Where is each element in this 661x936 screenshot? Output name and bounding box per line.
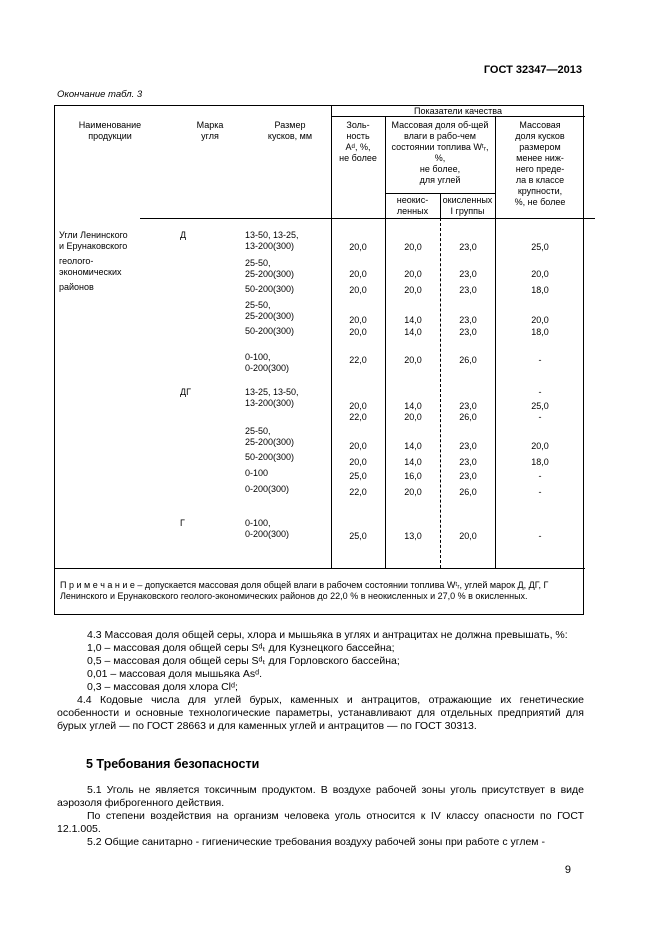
coal-mark: Д [180,230,187,240]
ash-value: 22,0 [349,487,367,497]
coal-mark: Г [180,518,185,528]
product-name: Угли Ленинского и Ерунаковского геолого- экономических районов [59,230,128,292]
limit-sulfur-kuzn: 1,0 – массовая доля общей серы Sᵈₜ для Кузнецкого бассейна; [87,642,395,654]
moisture-oxidized-value: 26,0 [459,487,477,497]
moisture-oxidized-value: 23,0 [459,315,477,325]
ash-value: 20,0 [349,401,367,411]
ash-value: 22,0 [349,355,367,365]
header-unoxidized: неокис- ленных [396,195,429,216]
lump-size-line: 13-50, 13-25, [245,230,299,240]
moisture-unoxidized-value: 20,0 [404,412,422,422]
lump-size-line: 0-200(300) [245,529,290,539]
header-size: Размер кусков, мм [267,120,313,141]
clause-5-1-b: По степени воздействия на организм человека уголь относится к IV классу опасности по ГОСТ 12.1.005. [57,810,584,835]
lump-size [245,518,289,540]
header-mark: Марка угля [196,120,224,141]
lump-size [245,284,294,295]
header-ash: Золь- ность Aᵈ, %, не более [339,120,377,163]
moisture-unoxidized-value: 20,0 [404,285,422,295]
clause-4-4: 4.4 Кодовые числа для углей бурых, каменных и антрацитов, отражающие их генетические особенности и основные технологические параметры, устанавливают для отдельных предприятий для бурых углей — по ГОСТ 28663 и для каменных углей и антрацитов — по ГОСТ 30313. [57,694,584,732]
lump-size-line: 25-200(300) [245,269,295,279]
fines-value: - [538,487,542,497]
moisture-unoxidized-value: 20,0 [404,269,422,279]
header-fines: Массовая доля кусков размером менее ниж- него преде- ла в классе крупности, %, не более [514,120,566,207]
clause-5-1: 5.1 Уголь не является токсичным продуктом. В воздухе рабочей зоны уголь присутствует в виде аэрозоля фиброгенного действия. [57,784,584,809]
moisture-unoxidized-value: 20,0 [404,242,422,252]
fines-value: - [538,387,542,397]
lump-size-line: 25-200(300) [245,311,295,321]
limit-sulfur-gorl: 0,5 – массовая доля общей серы Sᵈₜ для Горловского бассейна; [87,655,400,667]
limit-chlorine: 0,3 – массовая доля хлора Clᵈ; [87,681,238,693]
ash-value: 25,0 [349,531,367,541]
header-product: Наименование продукции [78,120,142,141]
fines-value: 25,0 [531,242,549,252]
moisture-oxidized-value: 23,0 [459,457,477,467]
ash-value: 20,0 [349,457,367,467]
fines-value: 18,0 [531,285,549,295]
lump-size-line: 13-200(300) [245,241,295,251]
moisture-unoxidized-value: 16,0 [404,471,422,481]
lump-size [245,468,268,479]
lump-size [245,326,294,337]
lump-size [245,352,289,374]
moisture-unoxidized-value: 14,0 [404,441,422,451]
ash-value: 20,0 [349,441,367,451]
lump-size [245,387,299,409]
ash-value: 20,0 [349,242,367,252]
ash-value: 20,0 [349,327,367,337]
header-quality: Показатели качества [414,106,502,116]
lump-size [245,426,294,448]
fines-value: 20,0 [531,441,549,451]
fines-value: - [538,355,542,365]
fines-value: - [538,471,542,481]
clause-4-3: 4.3 Массовая доля общей серы, хлора и мышьяка в углях и антрацитах не должна превышать, %: 1,0 – массовая доля общей серы Sᵈₜ для Кузнецкого бассейна; 0,5 – массовая доля общей серы Sᵈₜ для Горловского бассейна; 0,01 – массовая доля мышьяка Asᵈ. 0,3 – массовая доля хлора Clᵈ; 4.4 Кодовые числа для углей бурых, каменных и антрацитов, отражающие их генетические особенности и основные технологические параметры, устанавливают для отдельных предприятий для бурых углей — по ГОСТ 28663 и для каменных углей и антрацитов — по ГОСТ 30313. [57,629,584,732]
lump-size-line: 50-200(300) [245,284,295,294]
page-number: 9 [564,864,571,876]
moisture-unoxidized-value: 20,0 [404,487,422,497]
fines-value: 20,0 [531,269,549,279]
header-oxidized: окисленных I группы [442,195,493,216]
table-caption: Окончание табл. 3 [57,89,143,100]
ash-value: 22,0 [349,412,367,422]
lump-size-line: 50-200(300) [245,452,295,462]
lump-size-line: 0-200(300) [245,363,290,373]
moisture-oxidized-value: 26,0 [459,412,477,422]
coal-mark: ДГ [180,387,191,397]
lump-size-line: 25-200(300) [245,437,295,447]
lump-size [245,484,289,495]
moisture-unoxidized-value: 14,0 [404,327,422,337]
moisture-oxidized-value: 23,0 [459,242,477,252]
lump-size-line: 13-25, 13-50, [245,387,299,397]
moisture-oxidized-value: 23,0 [459,441,477,451]
lump-size [245,230,299,252]
lump-size-line: 25-50, [245,300,271,310]
fines-value: 18,0 [531,457,549,467]
lump-size-line: 0-200(300) [245,484,290,494]
limit-arsenic: 0,01 – массовая доля мышьяка Asᵈ. [87,668,263,680]
moisture-oxidized-value: 23,0 [459,327,477,337]
quality-table [54,105,584,615]
lump-size-line: 0-100, [245,518,271,528]
lump-size [245,300,294,322]
moisture-unoxidized-value: 13,0 [404,531,422,541]
table-note: П р и м е ч а н и е – допускается массовая доля общей влаги в рабочем состоянии топлива Wᵗᵣ, углей марок Д, ДГ, Г Ленинского и Ерунаковского геолого-экономических районов до 22,0 % в неокисленных и 27,0 % в окисленных. [60,580,549,601]
lump-size [245,452,294,463]
fines-value: 25,0 [531,401,549,411]
lump-size [245,258,294,280]
ash-value: 20,0 [349,285,367,295]
ash-value: 25,0 [349,471,367,481]
fines-value: 20,0 [531,315,549,325]
moisture-oxidized-value: 23,0 [459,269,477,279]
document-code: ГОСТ 32347—2013 [483,64,582,76]
fines-value: - [538,412,542,422]
moisture-unoxidized-value: 14,0 [404,401,422,411]
header-moisture: Массовая доля об-щей влаги в рабо-чем состоянии топлива Wᵗᵣ, %, не более, для углей [391,120,489,185]
fines-value: - [538,531,542,541]
fines-value: 18,0 [531,327,549,337]
lump-size-line: 0-100 [245,468,269,478]
section-title: 5 Требования безопасности [86,757,260,771]
moisture-oxidized-value: 20,0 [459,531,477,541]
ash-value: 20,0 [349,315,367,325]
ash-value: 20,0 [349,269,367,279]
lump-size-line: 25-50, [245,426,271,436]
moisture-oxidized-value: 23,0 [459,285,477,295]
moisture-unoxidized-value: 14,0 [404,457,422,467]
section-5-body [57,784,584,849]
moisture-unoxidized-value: 20,0 [404,355,422,365]
lump-size-line: 13-200(300) [245,398,295,408]
clause-5-2: 5.2 Общие санитарно - гигиенические требования воздуху рабочей зоны при работе с углем - [87,836,545,848]
lump-size-line: 50-200(300) [245,326,295,336]
moisture-oxidized-value: 23,0 [459,401,477,411]
lump-size-line: 25-50, [245,258,271,268]
moisture-oxidized-value: 23,0 [459,471,477,481]
moisture-unoxidized-value: 14,0 [404,315,422,325]
lump-size-line: 0-100, [245,352,271,362]
moisture-oxidized-value: 26,0 [459,355,477,365]
